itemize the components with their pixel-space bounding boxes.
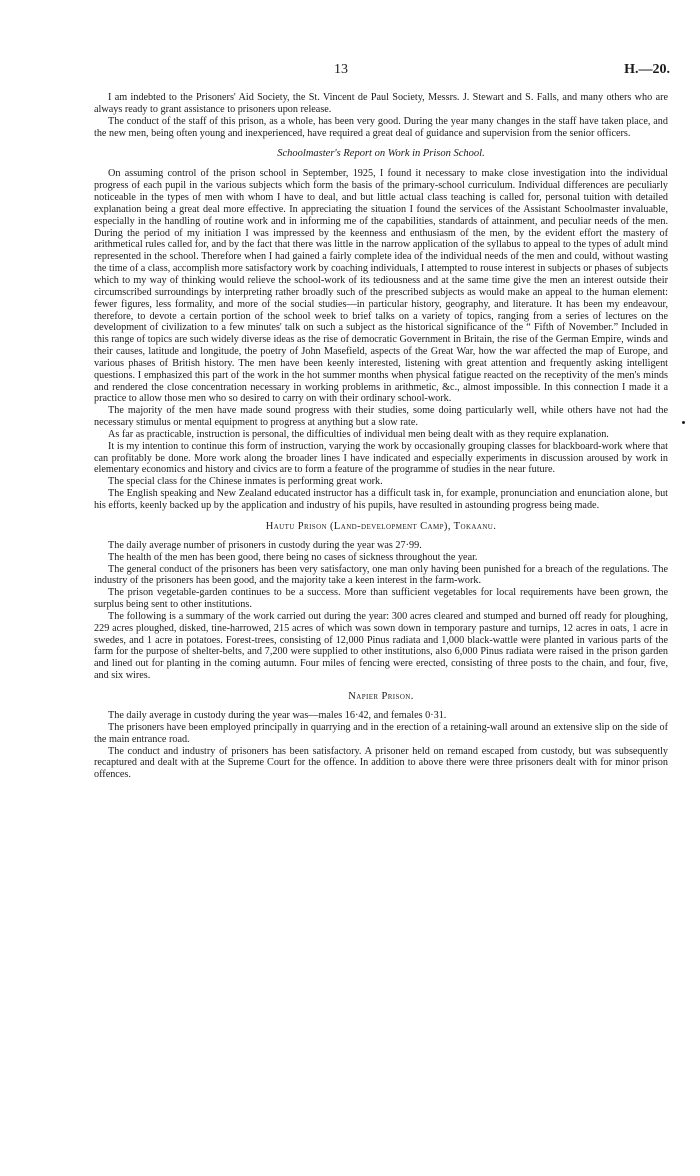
- paragraph: The prisoners have been employed principally in quarrying and in the erection of a retaining-wall around an extensive slip on the side of the main entrance road.: [94, 721, 668, 745]
- document-reference: H.—20.: [624, 62, 670, 77]
- paragraph: I am indebted to the Prisoners' Aid Society, the St. Vincent de Paul Society, Messrs. J. Stewart and S. Falls, and many others who are always ready to grant assistance to prisoners upon release.: [94, 92, 668, 115]
- section-heading: Napier Prison.: [348, 690, 414, 702]
- paragraph: As far as practicable, instruction is personal, the difficulties of individual men being dealt with as they require explanation.: [108, 428, 609, 440]
- paragraph: The daily average in custody during the year was—males 16·42, and females 0·31.: [108, 709, 447, 721]
- section-heading: Schoolmaster's Report on Work in Prison School.: [277, 148, 485, 160]
- page-number: 13: [334, 62, 348, 77]
- paragraph: The conduct and industry of prisoners has been satisfactory. A prisoner held on remand escaped from custody, but was subsequently recaptured and dealt with at the Supreme Court for the offence. In addition to above there were three prisoners dealt with for minor prison offences.: [94, 745, 668, 781]
- paragraph: The majority of the men have made sound progress with their studies, some doing particularly well, while others have not had the necessary stimulus or mental equipment to progress at anything but a slow rate.: [94, 405, 668, 429]
- ink-speck: [682, 421, 685, 424]
- section-heading: Hautu Prison (Land-development Camp), Tokaanu.: [265, 520, 497, 532]
- page-header: [0, 64, 700, 80]
- paragraph: On assuming control of the prison school in September, 1925, I found it necessary to make close investigation into the individual progress of each pupil in the various subjects which form the basis of the primary-school curriculum. Individual differences are peculiarly noticeable in the types of men with whom I have to deal, and but little actual class teaching is called for, personal tuition with detailed explanation being a great deal more effective. In appreciating the situation I found the services of the Assistant Schoolmaster invaluable, especially in the handling of routine work and in informing me of the capabilities, standards of attainment, and peculiar needs of the men. During the period of my initiation I was impressed by the keenness and enthusiasm of the men, by the evident effort the mastery of arithmetical rules called for, and by the fact that there was little in the narrow application of the syllabus to appeal to the types of adult mind represented in the school. Therefore when I had gained a fairly complete idea of the individual needs of the men and could, without wasting the time of a class, accomplish more satisfactory work by coaching individuals, I attempted to rouse interest in subjects or phases of subjects which to my way of thinking would relieve the school-work of its tediousness and at the same time give the men an interest outside their circumscribed surroundings by interpreting rather broadly such of the prescribed subjects as would make an appeal to the human element: fewer figures, less formality, and more of the social studies—in particular history, geography, and literature. It has been my endeavour, therefore, to devote a certain portion of the school week to brief talks on a variety of topics, ranging from a series of lectures on the development of civilization to a few minutes' talk on such a subject as the historical significance of the “ Fifth of November.” Included in this range of topics are such widely diverse ideas as the rise of democratic Government in Britain, the rise of the German Empire, winds and their causes, latitude and longitude, the poetry of John Masefield, aspects of the Great War, how the war affected the map of Europe, and various phases of British history. The men have been keenly interested, listening with great attention and frequently asking intelligent questions. I emphasized this part of the work in the hot summer months when physical fatigue reacted on the receptivity of the men's minds and rendered the close concentration necessary in working problems in arithmetic, &c., almost impossible. In this connection I made it a practice to allow those men who so desired to carry on with their ordinary school-work.: [94, 168, 668, 405]
- paragraph: The following is a summary of the work carried out during the year: 300 acres cleared and stumped and burned off ready for ploughing, 229 acres ploughed, disked, tine-harrowed, 215 acres of which was sown down in temporary pasture and turnips, 12 acres in oats, 1 acre in swedes, and 1 acre in potatoes. Forest-trees, consisting of 12,000 Pinus radiata and 1,000 black-wattle were planted in various parts of the farm for the purpose of shelter-belts, and 7,200 were supplied to other institutions, also 6,000 Pinus radiata were raised in the prison garden and lined out for planting in the coming autumn. Four miles of fencing were erected, consisting of three posts to the chain, and four, five, and six wires.: [94, 610, 668, 682]
- paragraph: The conduct of the staff of this prison, as a whole, has been very good. During the year many changes in the staff have taken place, and the new men, being often young and inexperienced, have required a great deal of guidance and supervision from the senior officers.: [94, 115, 668, 139]
- section-napier-prison: [94, 691, 668, 781]
- section-schoolmaster-report: [94, 148, 668, 511]
- paragraph: The daily average number of prisoners in custody during the year was 27·99.: [108, 539, 422, 551]
- paragraph: The general conduct of the prisoners has been very satisfactory, one man only having been punished for a breach of the regulations. The industry of the prisoners has been good, and the majority take a keen interest in the farm-work.: [94, 563, 668, 587]
- paragraph: The health of the men has been good, there being no cases of sickness throughout the year.: [108, 551, 478, 563]
- paragraph: The English speaking and New Zealand educated instructor has a difficult task in, for example, pronunciation and enunciation alone, but his efforts, keenly backed up by the application and industry of his pupils, have resulted in astounding progress being made.: [94, 488, 668, 511]
- paragraph: It is my intention to continue this form of instruction, varying the work by occasionally grouping classes for blackboard-work where that can profitably be done. More work along the broader lines I have indicated and especially experiments in discussion aroused by work in elementary economics and history and civics are to form a feature of the programme of studies in the near future.: [94, 440, 668, 476]
- paragraph: The special class for the Chinese inmates is performing great work.: [108, 476, 383, 488]
- paragraph: The prison vegetable-garden continues to be a success. More than sufficient vegetables for local requirements have been grown, the surplus being sent to other institutions.: [94, 587, 668, 611]
- section-intro: [94, 92, 668, 139]
- section-hautu-prison: [94, 521, 668, 682]
- document-body: [94, 92, 668, 781]
